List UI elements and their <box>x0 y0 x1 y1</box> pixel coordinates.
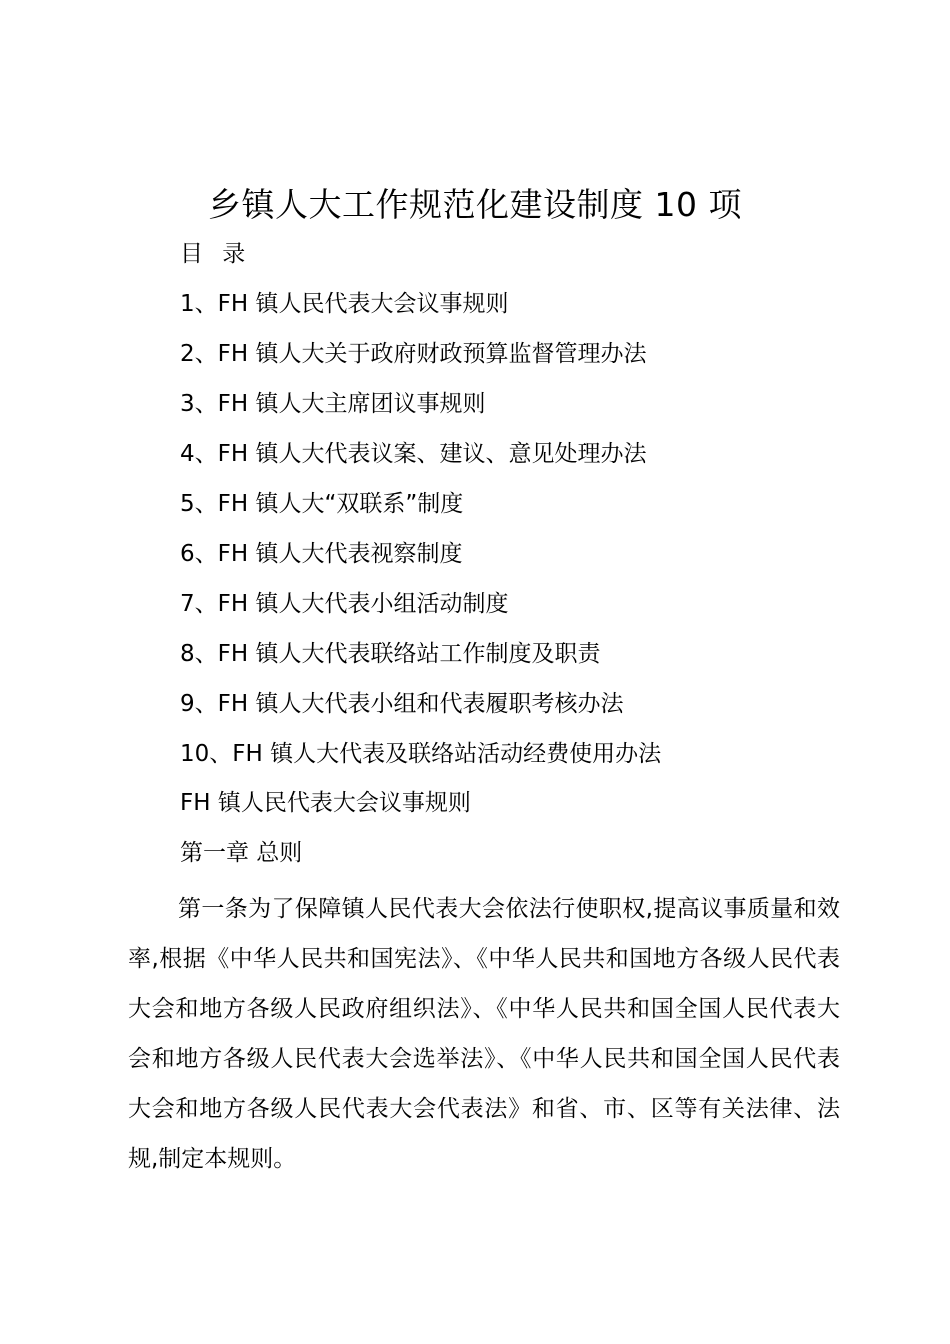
toc-item-3: 3、FH 镇人大主席团议事规则 <box>180 391 486 417</box>
chapter-title: 第一章 总则 <box>180 840 303 866</box>
toc-item-1: 1、FH 镇人民代表大会议事规则 <box>180 291 509 317</box>
toc-item-4: 4、FH 镇人大代表议案、建议、意见处理办法 <box>180 441 647 467</box>
document-title: 乡镇人大工作规范化建设制度 10 项 <box>208 185 742 224</box>
section-title: FH 镇人民代表大会议事规则 <box>180 790 471 816</box>
toc-item-6: 6、FH 镇人大代表视察制度 <box>180 541 463 567</box>
toc-item-8: 8、FH 镇人大代表联络站工作制度及职责 <box>180 641 601 667</box>
article-1-paragraph: 第一条为了保障镇人民代表大会依法行使职权,提高议事质量和效率,根据《中华人民共和国宪法》、《中华人民共和国地方各级人民代表大会和地方各级人民政府组织法》、《中华人民共和国全国人民代表大会和地方各级人民代表大会选举法》、《中华人民共和国全国人民代表大会和地方各级人民代表大会代表法》和省、市、区等有关法律、法规,制定本规则。 <box>128 896 840 1172</box>
toc-item-7: 7、FH 镇人大代表小组活动制度 <box>180 591 509 617</box>
toc-item-5: 5、FH 镇人大“双联系”制度 <box>180 491 464 517</box>
toc-item-2: 2、FH 镇人大关于政府财政预算监督管理办法 <box>180 341 647 367</box>
toc-item-10: 10、FH 镇人大代表及联络站活动经费使用办法 <box>180 741 662 767</box>
toc-item-9: 9、FH 镇人大代表小组和代表履职考核办法 <box>180 691 624 717</box>
toc-heading: 目 录 <box>180 241 252 267</box>
